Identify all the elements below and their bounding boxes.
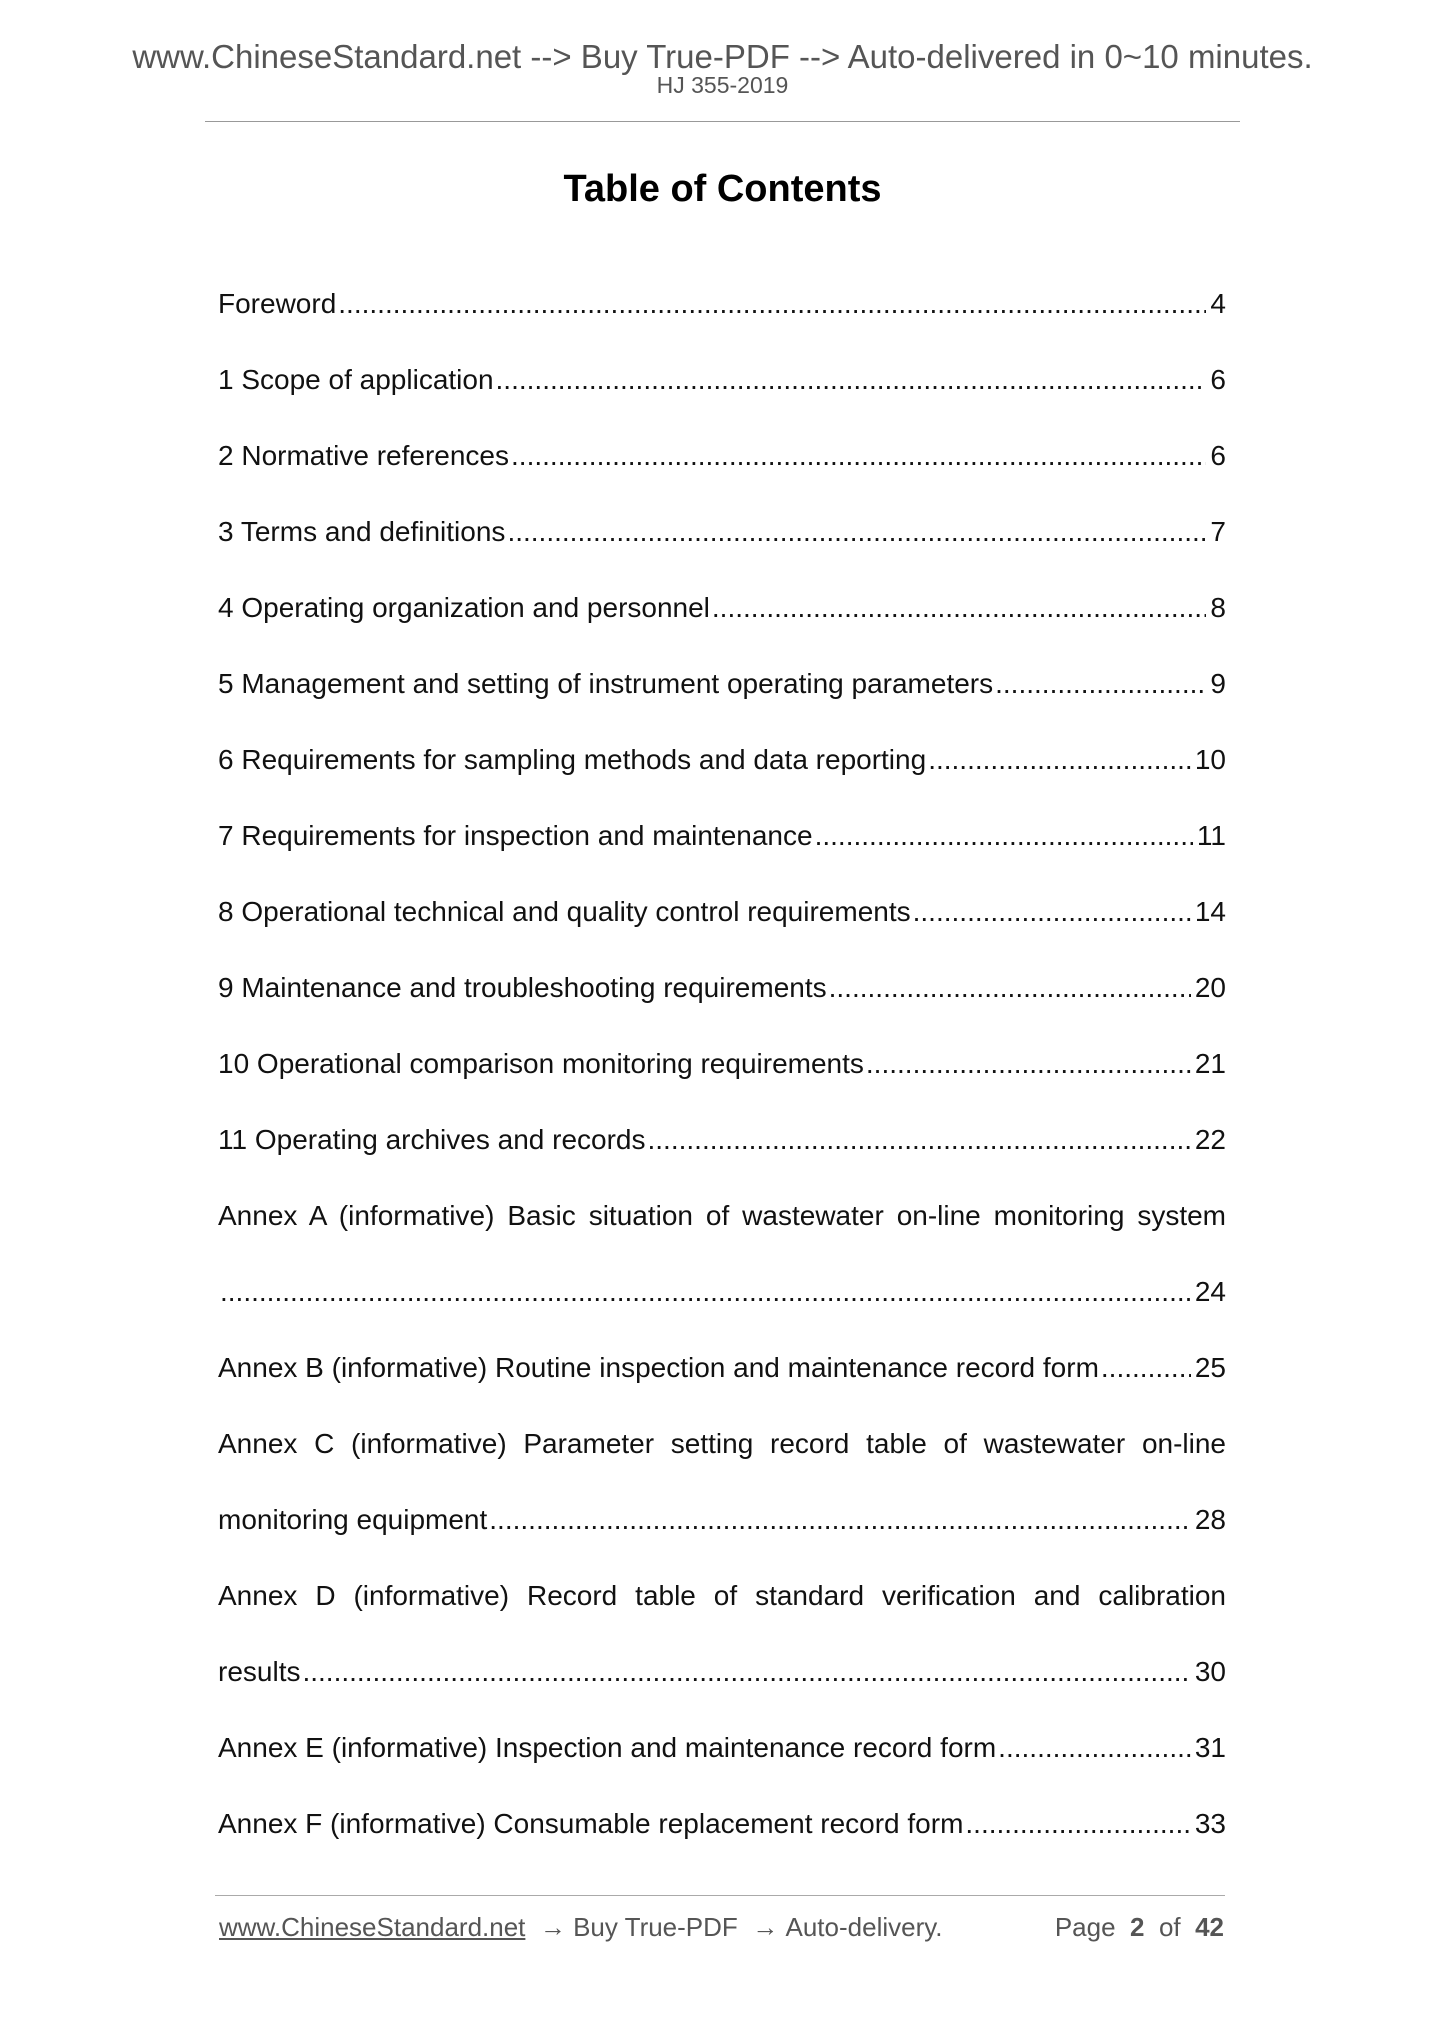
- dot-leader: [913, 894, 1191, 930]
- page-counter: [1055, 1912, 1224, 1943]
- toc-entry-label: 8 Operational technical and quality control requirements: [218, 896, 911, 927]
- toc-entry-label-line2: monitoring equipment: [218, 1504, 488, 1535]
- footer-divider: [215, 1895, 1225, 1896]
- toc-entry-label: 7 Requirements for inspection and maintenance: [218, 820, 813, 851]
- dot-leader: [965, 1806, 1190, 1842]
- toc-entry-2[interactable]: [218, 438, 1226, 514]
- dot-leader: [712, 590, 1207, 626]
- page-word: Page: [1054, 1912, 1116, 1942]
- current-page: 2: [1130, 1912, 1145, 1942]
- toc-entry-annex-e[interactable]: [218, 1730, 1226, 1806]
- site-banner: www.ChineseStandard.net --> Buy True-PDF --> Auto-delivered in 0~10 minutes.: [132, 38, 1313, 75]
- toc-entry-label: 4 Operating organization and personnel: [218, 592, 710, 623]
- dot-leader: [489, 1502, 1191, 1538]
- toc-entry-label: 5 Management and setting of instrument operating parameters: [218, 668, 994, 699]
- toc-entry-foreword[interactable]: [218, 286, 1226, 362]
- site-link[interactable]: www.ChineseStandard.net: [219, 1912, 526, 1942]
- toc-entry-label-line1: Annex D (informative) Record table of standard verification and calibration: [218, 1580, 1226, 1611]
- toc-entry-6[interactable]: [218, 742, 1226, 818]
- total-pages: 42: [1195, 1912, 1224, 1942]
- toc-entry-annex-a[interactable]: [218, 1198, 1226, 1350]
- dot-leader: [302, 1654, 1190, 1690]
- toc-entry-label-line1: Annex C (informative) Parameter setting record table of wastewater on-line: [218, 1428, 1226, 1459]
- toc-entry-page: 24: [1194, 1276, 1226, 1307]
- toc-entry-label: 6 Requirements for sampling methods and data reporting: [218, 744, 927, 775]
- dot-leader: [829, 970, 1191, 1006]
- dot-leader: [338, 286, 1206, 322]
- toc-entry-page: 11: [1196, 820, 1226, 851]
- dot-leader: [995, 666, 1206, 702]
- dot-leader: [998, 1730, 1191, 1766]
- toc-entry-page: 14: [1194, 896, 1226, 927]
- toc-entry-label-line2: results: [218, 1656, 301, 1687]
- toc-entry-5[interactable]: [218, 666, 1226, 742]
- toc-entry-page: 33: [1194, 1808, 1226, 1839]
- footer-links: [219, 1912, 943, 1943]
- delivery-text: Auto-delivery.: [785, 1912, 943, 1942]
- toc-entry-page: 8: [1210, 592, 1226, 623]
- toc-list: [218, 286, 1226, 1882]
- toc-entry-page: 20: [1194, 972, 1226, 1003]
- toc-entry-annex-c[interactable]: [218, 1426, 1226, 1578]
- toc-entry-page: 6: [1210, 440, 1226, 471]
- toc-entry-page: 31: [1194, 1732, 1226, 1763]
- toc-entry-9[interactable]: [218, 970, 1226, 1046]
- toc-entry-label: Annex B (informative) Routine inspection and maintenance record form: [218, 1352, 1099, 1383]
- dot-leader: [507, 514, 1206, 550]
- toc-entry-page: 25: [1194, 1352, 1226, 1383]
- toc-entry-page: 6: [1210, 364, 1226, 395]
- toc-entry-8[interactable]: [218, 894, 1226, 970]
- toc-entry-page: 28: [1194, 1504, 1226, 1535]
- right-arrow-icon: →: [745, 1912, 786, 1942]
- dot-leader: [496, 362, 1207, 398]
- toc-entry-1[interactable]: [218, 362, 1226, 438]
- of-word: of: [1158, 1912, 1181, 1942]
- toc-entry-label: Annex E (informative) Inspection and maintenance record form: [218, 1732, 997, 1763]
- toc-entry-label: 10 Operational comparison monitoring requirements: [218, 1048, 864, 1079]
- toc-entry-annex-d[interactable]: [218, 1578, 1226, 1730]
- toc-entry-label: 1 Scope of application: [218, 364, 494, 395]
- toc-entry-page: 22: [1194, 1124, 1226, 1155]
- toc-entry-page: 10: [1194, 744, 1226, 775]
- toc-entry-label: 11 Operating archives and records: [218, 1124, 646, 1155]
- dot-leader: [866, 1046, 1191, 1082]
- toc-entry-label-line1: Annex A (informative) Basic situation of wastewater on-line monitoring system: [218, 1200, 1226, 1231]
- toc-entry-page: 4: [1210, 288, 1226, 319]
- toc-entry-page: 30: [1194, 1656, 1226, 1687]
- toc-entry-11[interactable]: [218, 1122, 1226, 1198]
- dot-leader: [511, 438, 1206, 474]
- toc-entry-label: Annex F (informative) Consumable replacement record form: [218, 1808, 964, 1839]
- toc-entry-annex-f[interactable]: [218, 1806, 1226, 1882]
- standard-code: HJ 355-2019: [656, 72, 789, 98]
- toc-entry-page: 9: [1210, 668, 1226, 699]
- toc-entry-3[interactable]: [218, 514, 1226, 590]
- toc-entry-label: Foreword: [218, 288, 337, 319]
- dot-leader: [815, 818, 1193, 854]
- header-divider: [205, 121, 1240, 122]
- dot-leader: [1101, 1350, 1191, 1386]
- dot-leader: [220, 1274, 1191, 1310]
- toc-entry-label: 9 Maintenance and troubleshooting requirements: [218, 972, 827, 1003]
- toc-title: Table of Contents: [563, 168, 882, 210]
- toc-entry-4[interactable]: [218, 590, 1226, 666]
- right-arrow-icon: →: [532, 1912, 574, 1942]
- dot-leader: [928, 742, 1191, 778]
- toc-entry-label: 2 Normative references: [218, 440, 510, 471]
- toc-entry-page: 7: [1210, 516, 1226, 547]
- dot-leader: [648, 1122, 1191, 1158]
- toc-entry-label: 3 Terms and definitions: [218, 516, 506, 547]
- toc-entry-annex-b[interactable]: [218, 1350, 1226, 1426]
- toc-entry-page: 21: [1194, 1048, 1226, 1079]
- buy-text: Buy True-PDF: [573, 1912, 738, 1942]
- toc-entry-10[interactable]: [218, 1046, 1226, 1122]
- toc-entry-7[interactable]: [218, 818, 1226, 894]
